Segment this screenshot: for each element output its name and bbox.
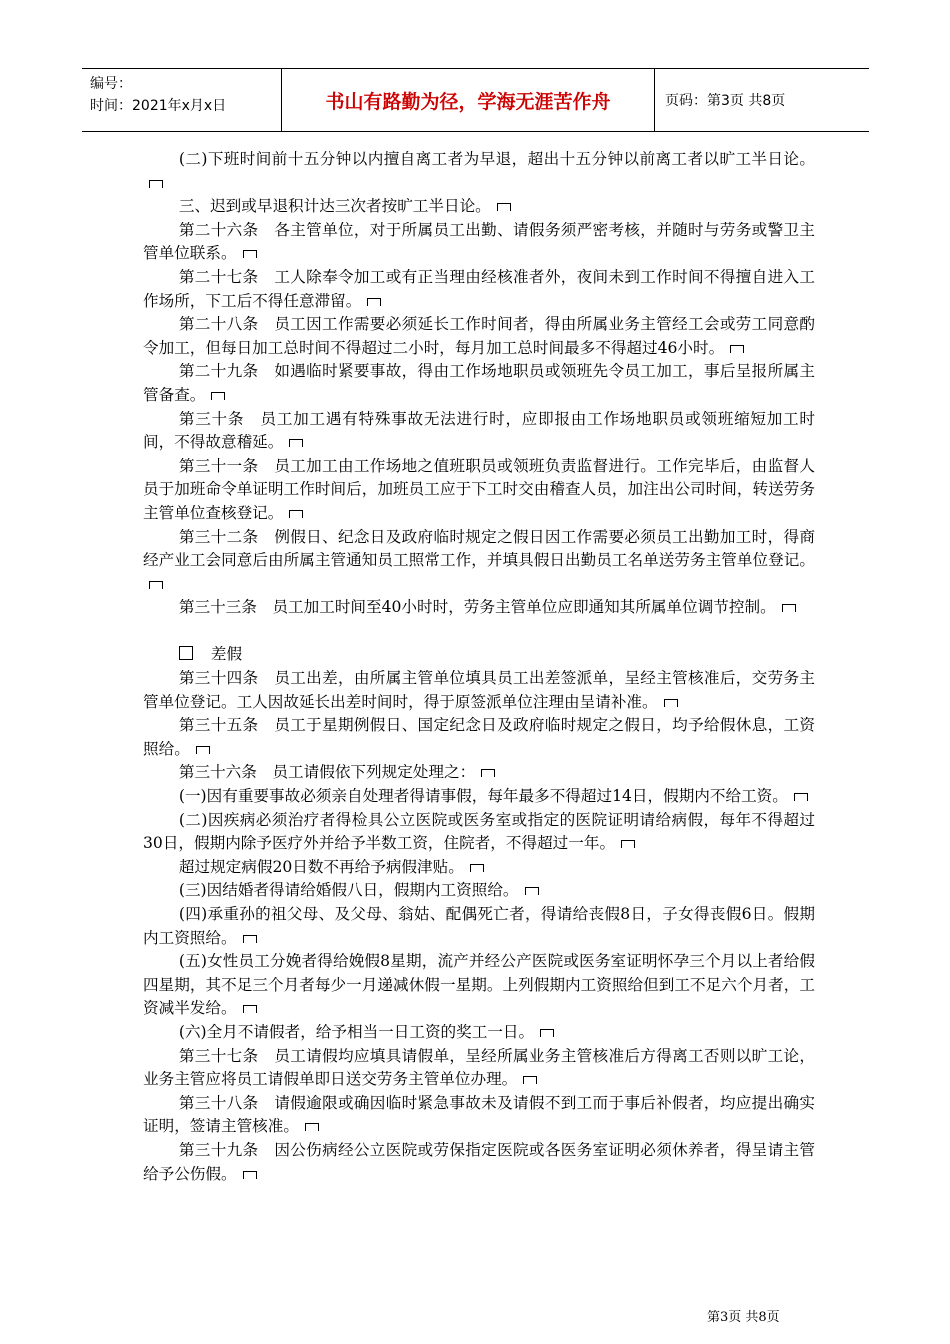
paragraph-mark-icon [211, 392, 225, 400]
paragraph-mark-icon [243, 1005, 257, 1013]
paragraph: 第三十四条 员工出差，由所属主管单位填具员工出差签派单，呈经主管核准后，交劳务主管单位登记。工人因故延长出差时间时，得于原签派单位注理由呈请补准。 [143, 669, 815, 711]
serial-label: 编号： [90, 76, 132, 92]
paragraph: 第二十六条 各主管单位，对于所属员工出勤、请假务须严密考核，并随时与劳务或警卫主管单位联系。 [143, 220, 815, 263]
header-meta [82, 69, 282, 131]
paragraph: (六)全月不请假者，给予相当一日工资的奖工一日。 [143, 1021, 815, 1045]
paragraph-mark-icon [664, 699, 678, 707]
paragraph: (三)因结婚者得请给婚假八日，假期内工资照给。 [143, 879, 815, 903]
paragraph-mark-icon [289, 439, 303, 447]
paragraph-mark-icon [470, 864, 484, 872]
checkbox-square-icon [179, 646, 193, 660]
paragraph-mark-icon [481, 769, 495, 777]
paragraph-mark-icon [149, 180, 163, 188]
paragraph: 第三十二条 例假日、纪念日及政府临时规定之假日因工作需要必须员工出勤加工时，得商经产业工会同意后由所属主管通知员工照常工作，并填具假日出勤员工名单送劳务主管单位登记。 [143, 526, 815, 597]
paragraph-mark-icon [243, 935, 257, 943]
paragraph-mark-icon [794, 793, 808, 801]
header-page-label: 页码：第3页 共8页 [665, 93, 786, 109]
paragraph: 第三十一条 员工加工由工作场地之值班职员或领班负责监督进行。工作完毕后，由监督人员于加班命令单证明工作时间后，加班员工应于下工时交由稽查人员，加注出公司时间，转送劳务主管单位查核登记。 [143, 456, 815, 522]
paragraph: (二)下班时间前十五分钟以内擅自离工者为早退，超出十五分钟以前离工者以旷工半日论。 [143, 148, 815, 195]
paragraph-mark-icon [305, 1123, 319, 1131]
section-title: 差假 [210, 645, 243, 664]
page-header [82, 68, 869, 132]
header-motto: 书山有路勤为径，学海无涯苦作舟 [282, 69, 655, 131]
paragraph-mark-icon [289, 510, 303, 518]
paragraph-mark-icon [149, 581, 163, 589]
paragraph: 第二十八条 员工因工作需要必须延长工作时间者，得由所属业务主管经工会或劳工同意酌令加工，但每日加工总时间不得超过二小时，每月加工总时间最多不得超过46小时。 [143, 315, 815, 357]
paragraph: (一)因有重要事故必须亲自处理者得请事假，每年最多不得超过14日，假期内不给工资。 [143, 785, 815, 809]
paragraph-mark-icon [540, 1029, 554, 1037]
paragraph: 第三十五条 员工于星期例假日、国定纪念日及政府临时规定之假日，均予给假休息，工资照给。 [143, 716, 815, 758]
paragraph-mark-icon [243, 250, 257, 258]
paragraph: 超过规定病假20日数不再给予病假津贴。 [143, 856, 815, 880]
paragraph: (五)女性员工分娩者得给娩假8星期，流产并经公产医院或医务室证明怀孕三个月以上者给假四星期，其不足三个月者每少一月递减休假一星期。上列假期内工资照给但到工不足六个月者，工资减半发给。 [143, 952, 815, 1018]
paragraph: 三、迟到或早退积计达三次者按旷工半日论。 [143, 195, 815, 219]
paragraph-mark-icon [243, 1171, 257, 1179]
document-body [143, 148, 815, 1186]
paragraph-mark-icon [367, 298, 381, 306]
paragraph-mark-icon [525, 887, 539, 895]
paragraph: (四)承重孙的祖父母、及父母、翁姑、配偶死亡者，得请给丧假8日，子女得丧假6日。假期内工资照给。 [143, 905, 815, 947]
paragraph: 第二十九条 如遇临时紧要事故，得由工作场地职员或领班先令员工加工，事后呈报所属主管备查。 [143, 362, 815, 404]
paragraph-mark-icon [621, 840, 635, 848]
paragraph-mark-icon [196, 746, 210, 754]
paragraph: (二)因疾病必须治疗者得检具公立医院或医务室或指定的医院证明请给病假，每年不得超过30日，假期内除予医疗外并给予半数工资，住院者，不得超过一年。 [143, 810, 815, 853]
paragraph: 第三十七条 员工请假均应填具请假单，呈经所属业务主管核准后方得离工否则以旷工论，业务主管应将员工请假单即日送交劳务主管单位办理。 [143, 1046, 815, 1089]
paragraph: 第三十九条 因公伤病经公立医院或劳保指定医院或各医务室证明必须休养者，得呈请主管给予公伤假。 [143, 1140, 815, 1183]
paragraph: 第三十八条 请假逾限或确因临时紧急事故未及请假不到工而于事后补假者，均应提出确实证明，签请主管核准。 [143, 1093, 815, 1136]
paragraph-mark-icon [782, 604, 796, 612]
paragraph-mark-icon [730, 345, 744, 353]
paragraph: 第三十条 员工加工遇有特殊事故无法进行时，应即报由工作场地职员或领班缩短加工时间，不得故意稽延。 [143, 409, 815, 452]
paragraph: 第三十三条 员工加工时间至40小时时，劳务主管单位应即通知其所属单位调节控制。 [143, 596, 815, 620]
paragraph-mark-icon [523, 1076, 537, 1084]
section-heading [143, 643, 815, 667]
paragraph: 第三十六条 员工请假依下列规定处理之： [143, 761, 815, 785]
time-label: 时间：2021年x月x日 [90, 98, 227, 114]
page-footer: 第3页 共8页 [707, 1310, 780, 1325]
paragraph: 第二十七条 工人除奉令加工或有正当理由经核准者外，夜间未到工作时间不得擅自进入工作场所，下工后不得任意滞留。 [143, 267, 815, 310]
paragraph-mark-icon [497, 203, 511, 211]
